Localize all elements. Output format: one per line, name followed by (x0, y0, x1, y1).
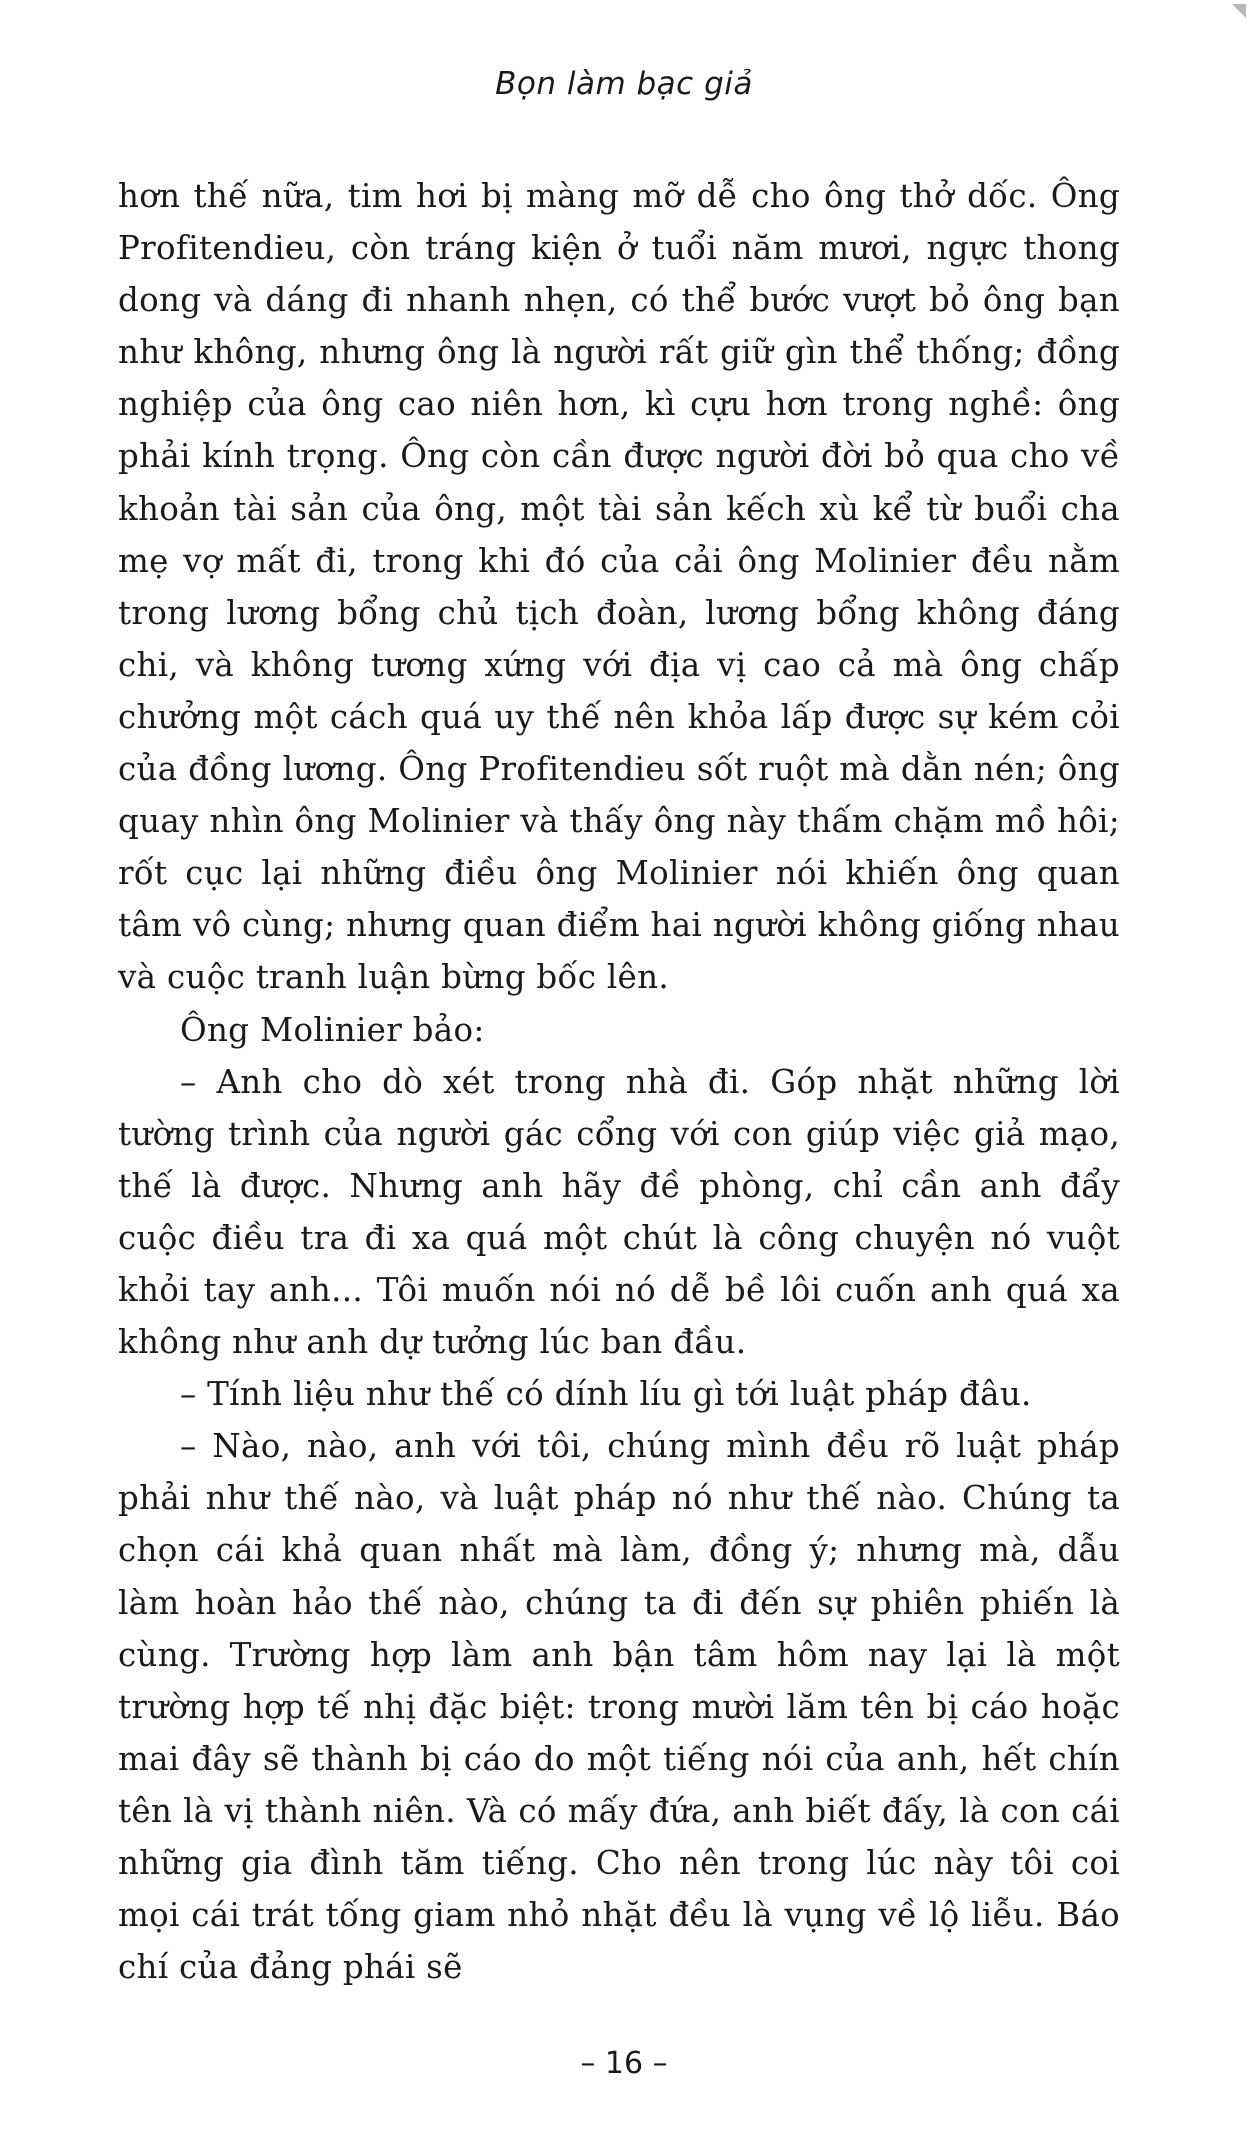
running-title: Bọn làm bạc giả (495, 66, 753, 102)
paragraph-dialogue-1: – Anh cho dò xét trong nhà đi. Góp nhặt những lời tường trình của người gác cổng với con giúp việc giả mạo, thế là được. Nhưng anh hãy đề phòng, chỉ cần anh đẩy cuộc điều tra đi xa quá một chút là công chuyện nó vuột khỏi tay anh... Tôi muốn nói nó dễ bề lôi cuốn anh quá xa không như anh dự tưởng lúc ban đầu. (118, 1062, 1120, 1362)
paragraph-dialogue-3: – Nào, nào, anh với tôi, chúng mình đều rõ luật pháp phải như thế nào, và luật pháp nó như thế nào. Chúng ta chọn cái khả quan nhất mà làm, đồng ý; nhưng mà, dẫu làm hoàn hảo thế nào, chúng ta đi đến sự phiên phiến là cùng. Trường hợp làm anh bận tâm hôm nay lại là một trường hợp tế nhị đặc biệt: trong mười lăm tên bị cáo hoặc mai đây sẽ thành bị cáo do một tiếng nói của anh, hết chín tên là vị thành niên. Và có mấy đứa, anh biết đấy, là con cái những gia đình tăm tiếng. Cho nên trong lúc này tôi coi mọi cái trát tống giam nhỏ nhặt đều là vụng về lộ liễu. Báo chí của đảng phái sẽ (118, 1427, 1120, 1987)
body-text (118, 170, 1120, 1993)
page-number: – 16 – (580, 2046, 668, 2081)
paragraph-dialogue-2: – Tính liệu như thế có dính líu gì tới luật pháp đâu. (180, 1375, 1032, 1414)
paragraph-continuation: hơn thế nữa, tim hơi bị màng mỡ dễ cho ông thở dốc. Ông Profitendieu, còn tráng kiện ở tuổi năm mươi, ngực thong dong và dáng đi nhanh nhẹn, có thể bước vượt bỏ ông bạn như không, nhưng ông là người rất giữ gìn thể thống; đồng nghiệp của ông cao niên hơn, kì cựu hơn trong nghề: ông phải kính trọng. Ông còn cần được người đời bỏ qua cho về khoản tài sản của ông, một tài sản kếch xù kể từ buổi cha mẹ vợ mất đi, trong khi đó của cải ông Molinier đều nằm trong lương bổng chủ tịch đoàn, lương bổng không đáng chi, và không tương xứng với địa vị cao cả mà ông chấp chưởng một cách quá uy thế nên khỏa lấp được sự kém cỏi của đồng lương. Ông Profitendieu sốt ruột mà dằn nén; ông quay nhìn ông Molinier và thấy ông này thấm chặm mồ hôi; rốt cục lại những điều ông Molinier nói khiến ông quan tâm vô cùng; nhưng quan điểm hai người không giống nhau và cuộc tranh luận bừng bốc lên. (118, 177, 1120, 997)
scan-corner-mark (1232, 4, 1246, 18)
paragraph-molinier-intro: Ông Molinier bảo: (180, 1010, 485, 1049)
